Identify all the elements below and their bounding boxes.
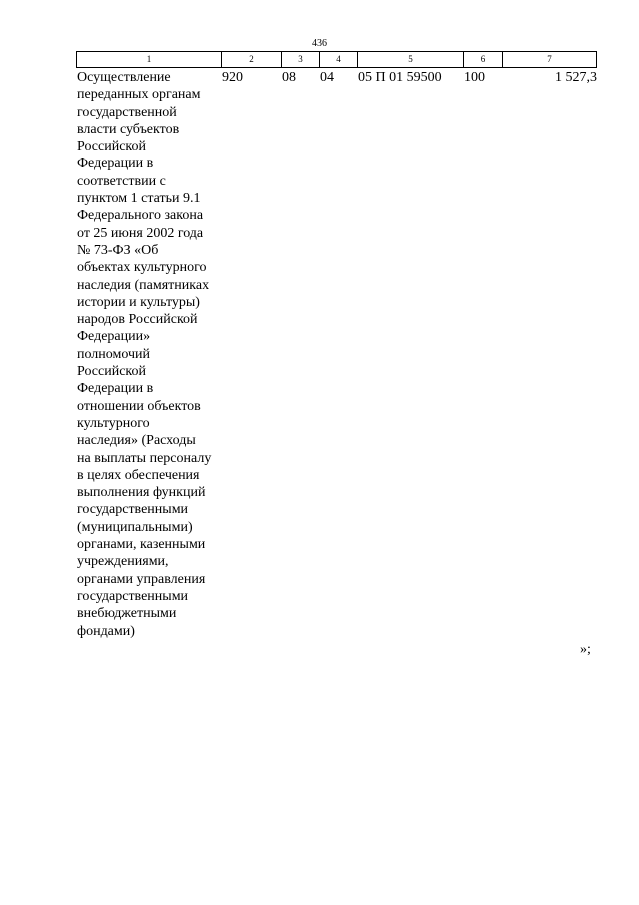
description-line: Федерации в <box>77 381 154 397</box>
header-col-5: 5 <box>358 52 464 67</box>
description-line: Федерации» <box>77 329 151 345</box>
description-line: пунктом 1 статьи 9.1 <box>77 191 201 207</box>
description-line: (муниципальными) <box>77 519 193 535</box>
header-col-1: 1 <box>77 52 222 67</box>
description-line: государственными <box>77 588 189 604</box>
amount: 1 527,3 <box>555 70 597 85</box>
description-line: народов Российской <box>77 312 198 328</box>
description-line: Российской <box>77 364 146 380</box>
page-number: 436 <box>312 38 327 49</box>
description-line: объектах культурного <box>77 260 207 276</box>
description-line: культурного <box>77 415 150 431</box>
description-line: переданных органам <box>77 87 201 103</box>
description-line: выполнения функций <box>77 485 206 501</box>
description-line: органами управления <box>77 571 206 587</box>
section-code: 08 <box>282 70 296 85</box>
row-description <box>76 69 221 640</box>
description-line: государственной <box>77 104 177 120</box>
closing-quote-mark: »; <box>580 642 591 657</box>
header-col-7: 7 <box>547 54 552 64</box>
description-line: истории и культуры) <box>77 294 200 310</box>
description-line: соответствии с <box>77 173 166 189</box>
table-row <box>76 69 597 640</box>
subsection-code: 04 <box>320 70 334 85</box>
description-line: Российской <box>77 139 146 155</box>
description-line: наследия (памятниках <box>77 277 210 293</box>
header-col-2: 2 <box>222 52 282 67</box>
ministry-code: 920 <box>222 70 243 85</box>
description-line: органами, казенными <box>77 537 206 553</box>
description-line: власти субъектов <box>77 121 180 137</box>
header-col-6: 6 <box>464 52 503 67</box>
description-line: от 25 июня 2002 года <box>77 225 204 241</box>
description-line: фондами) <box>77 623 135 639</box>
description-line: внебюджетными <box>77 606 177 622</box>
description-line: государственными <box>77 502 189 518</box>
target-article-code: 05 П 01 59500 <box>358 70 442 85</box>
header-col-3: 3 <box>282 52 320 67</box>
header-col-4: 4 <box>320 52 358 67</box>
description-line: Федерации в <box>77 156 154 172</box>
table-header-row <box>76 51 597 68</box>
description-line: Осуществление <box>77 70 171 85</box>
description-line: № 73-ФЗ «Об <box>77 242 159 258</box>
description-line: Федерального закона <box>77 208 204 224</box>
expense-type-code: 100 <box>464 70 485 85</box>
description-line: на выплаты персоналу <box>77 450 212 466</box>
description-line: полномочий <box>77 346 151 362</box>
description-line: отношении объектов <box>77 398 201 414</box>
description-line: в целях обеспечения <box>77 467 200 483</box>
description-line: наследия» (Расходы <box>77 433 196 449</box>
description-line: учреждениями, <box>77 554 169 570</box>
